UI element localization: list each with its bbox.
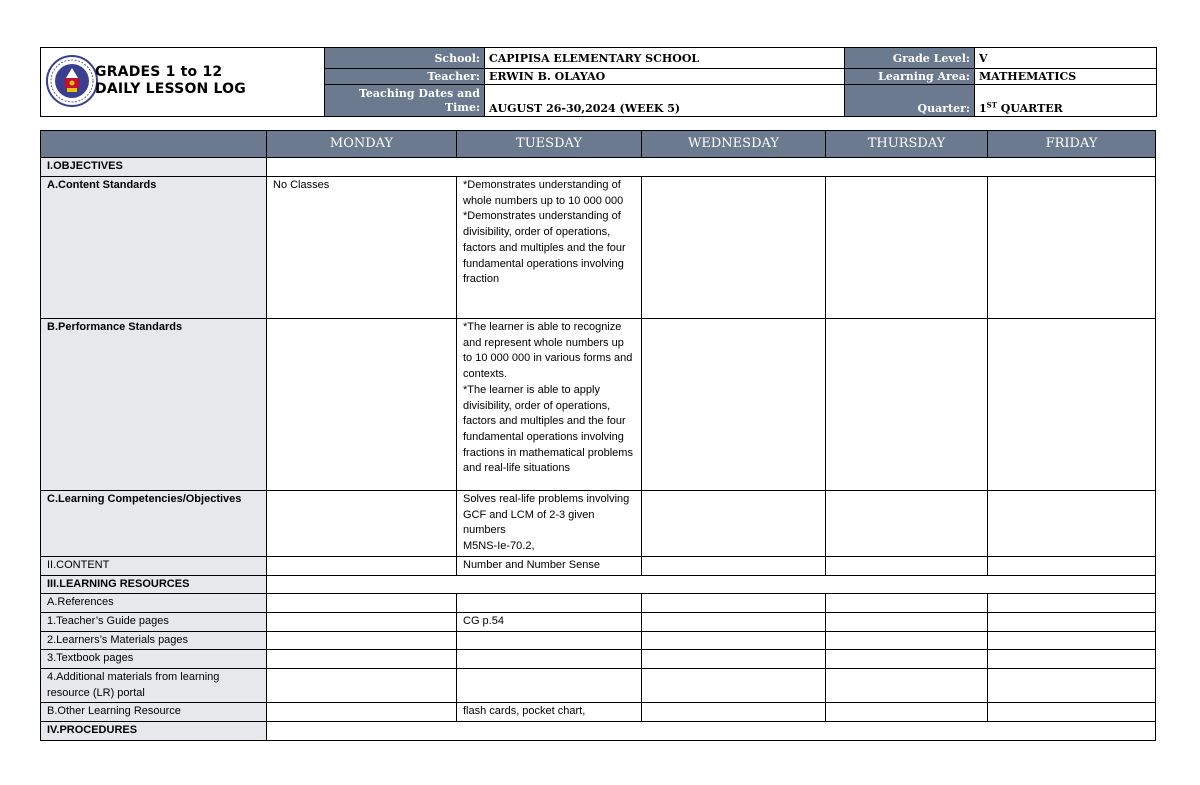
section-label-learning-resources: III.LEARNING RESOURCES	[41, 575, 267, 594]
table-row-teachers-guide	[41, 612, 1156, 631]
quarter-label: Quarter:	[845, 85, 975, 117]
row-label-learners-materials: 2.Learners’s Materials pages	[41, 631, 267, 650]
cell-content-standards-monday: No Classes	[267, 177, 457, 319]
cell-competencies-thursday	[826, 491, 988, 557]
cell-learners-materials-monday	[267, 631, 457, 650]
quarter-text: QUARTER	[996, 102, 1063, 115]
row-label-teachers-guide: 1.Teacher’s Guide pages	[41, 612, 267, 631]
quarter-value	[975, 85, 1157, 117]
cell-additional-materials-friday	[988, 669, 1156, 703]
cell-additional-materials-tuesday	[457, 669, 642, 703]
cell-references-thursday	[826, 594, 988, 613]
cell-performance-standards-monday	[267, 319, 457, 491]
cell-other-resource-thursday	[826, 703, 988, 722]
cell-teachers-guide-friday	[988, 612, 1156, 631]
table-row-other-resource	[41, 703, 1156, 722]
section-row-objectives	[41, 158, 1156, 177]
cell-additional-materials-thursday	[826, 669, 988, 703]
quarter-ordinal-suffix: ST	[986, 100, 997, 110]
section-span-cell	[267, 575, 1156, 594]
cell-references-wednesday	[642, 594, 826, 613]
meta-row-dates	[325, 85, 1157, 117]
cell-learners-materials-thursday	[826, 631, 988, 650]
row-label-additional-materials: 4.Additional materials from learning resource (LR) portal	[41, 669, 267, 703]
corner-cell	[41, 131, 267, 158]
section-label-procedures: IV.PROCEDURES	[41, 722, 267, 741]
form-header-logo-box	[40, 47, 328, 117]
teacher-value: ERWIN B. OLAYAO	[485, 69, 845, 85]
cell-learners-materials-tuesday	[457, 631, 642, 650]
row-label-content: II.CONTENT	[41, 556, 267, 575]
cell-other-resource-tuesday: flash cards, pocket chart,	[457, 703, 642, 722]
cell-references-monday	[267, 594, 457, 613]
teacher-label: Teacher:	[325, 69, 485, 85]
teaching-dates-label	[325, 85, 485, 117]
row-label-textbook: 3.Textbook pages	[41, 650, 267, 669]
cell-additional-materials-monday	[267, 669, 457, 703]
cell-textbook-monday	[267, 650, 457, 669]
table-row-content	[41, 556, 1156, 575]
cell-textbook-tuesday	[457, 650, 642, 669]
form-title-line2: DAILY LESSON LOG	[95, 81, 246, 97]
cell-learners-materials-wednesday	[642, 631, 826, 650]
row-label-performance-standards: B.Performance Standards	[41, 319, 267, 491]
day-header-monday: MONDAY	[267, 131, 457, 158]
cell-teachers-guide-tuesday: CG p.54	[457, 612, 642, 631]
cell-content-standards-friday	[988, 177, 1156, 319]
table-row-references	[41, 594, 1156, 613]
cell-textbook-wednesday	[642, 650, 826, 669]
cell-content-standards-tuesday: *Demonstrates understanding of whole numbers up to 10 000 000 *Demonstrates understanding of divisibility, order of operations, factors and multiples and the four fundamental operations involving fraction	[457, 177, 642, 319]
cell-textbook-thursday	[826, 650, 988, 669]
learning-area-value: MATHEMATICS	[975, 69, 1157, 85]
table-row-performance-standards	[41, 319, 1156, 491]
cell-competencies-friday	[988, 491, 1156, 557]
section-row-procedures	[41, 722, 1156, 741]
cell-competencies-monday	[267, 491, 457, 557]
cell-content-wednesday	[642, 556, 826, 575]
learning-area-label: Learning Area:	[845, 69, 975, 85]
cell-content-friday	[988, 556, 1156, 575]
table-row-textbook	[41, 650, 1156, 669]
day-header-row	[41, 131, 1156, 158]
cell-learners-materials-friday	[988, 631, 1156, 650]
cell-content-monday	[267, 556, 457, 575]
cell-textbook-friday	[988, 650, 1156, 669]
row-label-other-resource: B.Other Learning Resource	[41, 703, 267, 722]
day-header-tuesday: TUESDAY	[457, 131, 642, 158]
cell-additional-materials-wednesday	[642, 669, 826, 703]
teaching-dates-label-line1: Teaching Dates and	[358, 87, 480, 100]
day-header-thursday: THURSDAY	[826, 131, 988, 158]
section-row-learning-resources	[41, 575, 1156, 594]
table-row-additional-materials	[41, 669, 1156, 703]
cell-performance-standards-wednesday	[642, 319, 826, 491]
cell-performance-standards-thursday	[826, 319, 988, 491]
school-value: CAPIPISA ELEMENTARY SCHOOL	[485, 48, 845, 69]
cell-content-standards-thursday	[826, 177, 988, 319]
section-span-cell	[267, 158, 1156, 177]
cell-competencies-tuesday: Solves real-life problems involving GCF and LCM of 2-3 given numbers M5NS-Ie-70.2,	[457, 491, 642, 557]
day-header-wednesday: WEDNESDAY	[642, 131, 826, 158]
day-header-friday: FRIDAY	[988, 131, 1156, 158]
meta-row-school	[325, 48, 1157, 69]
cell-performance-standards-friday	[988, 319, 1156, 491]
cell-references-tuesday	[457, 594, 642, 613]
teaching-dates-label-line2: Time:	[444, 101, 480, 114]
cell-teachers-guide-thursday	[826, 612, 988, 631]
cell-references-friday	[988, 594, 1156, 613]
table-row-competencies	[41, 491, 1156, 557]
grade-level-value: V	[975, 48, 1157, 69]
cell-other-resource-monday	[267, 703, 457, 722]
cell-teachers-guide-wednesday	[642, 612, 826, 631]
cell-performance-standards-tuesday: *The learner is able to recognize and represent whole numbers up to 10 000 000 in various forms and contexts. *The learner is able to apply divisibility, order of operations, factors and multiples and the four fundamental operations involving fractions in mathematical problems and real-life situations	[457, 319, 642, 491]
row-label-competencies: C.Learning Competencies/Objectives	[41, 491, 267, 557]
row-label-references: A.References	[41, 594, 267, 613]
teaching-dates-value: AUGUST 26-30,2024 (WEEK 5)	[485, 85, 845, 117]
grade-level-label: Grade Level:	[845, 48, 975, 69]
cell-other-resource-friday	[988, 703, 1156, 722]
section-span-cell	[267, 722, 1156, 741]
cell-content-standards-wednesday	[642, 177, 826, 319]
section-label-objectives: I.OBJECTIVES	[41, 158, 267, 177]
cell-content-tuesday: Number and Number Sense	[457, 556, 642, 575]
cell-content-thursday	[826, 556, 988, 575]
cell-competencies-wednesday	[642, 491, 826, 557]
meta-row-teacher	[325, 69, 1157, 85]
cell-other-resource-wednesday	[642, 703, 826, 722]
form-title	[95, 64, 246, 98]
form-title-line1: GRADES 1 to 12	[95, 64, 223, 80]
table-row-content-standards	[41, 177, 1156, 319]
lesson-log-table	[40, 130, 1156, 741]
row-label-content-standards: A.Content Standards	[41, 177, 267, 319]
deped-seal-icon	[45, 54, 99, 108]
school-label: School:	[325, 48, 485, 69]
table-row-learners-materials	[41, 631, 1156, 650]
header-meta-table	[324, 47, 1157, 117]
quarter-number: 1	[979, 102, 987, 115]
cell-teachers-guide-monday	[267, 612, 457, 631]
